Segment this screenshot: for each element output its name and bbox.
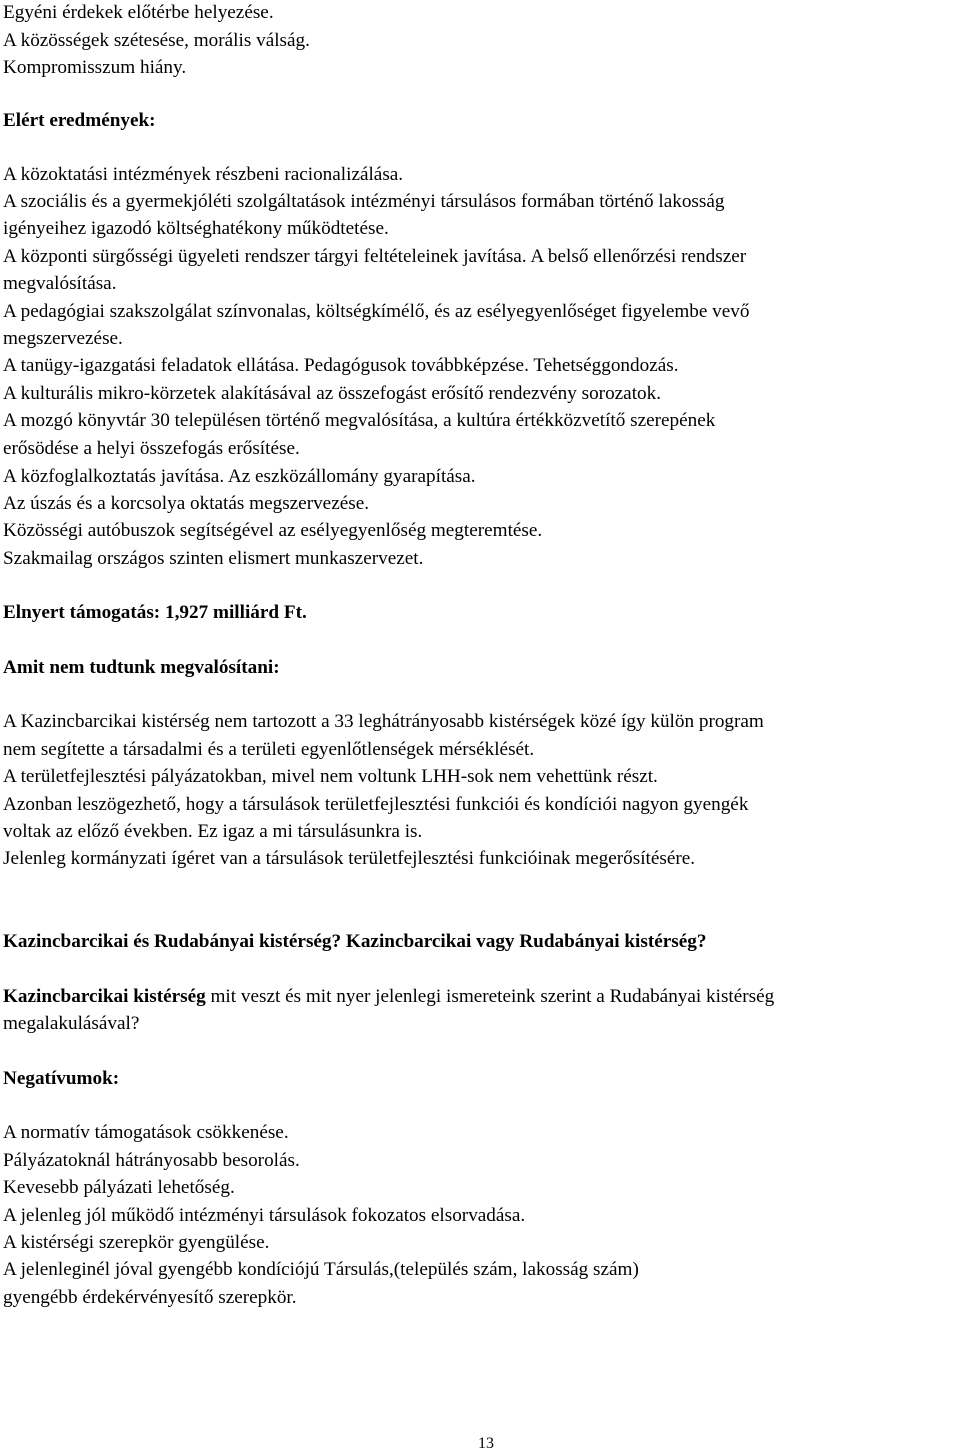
negatives-heading: Negatívumok: [3,1068,120,1089]
achievement-line: Szakmailag országos szinten elismert munkaszervezet. [3,548,424,569]
achievements-heading: Elért eredmények: [3,110,156,131]
intro-line-3: Kompromisszum hiány. [3,57,187,78]
negative-line: A kistérségi szerepkör gyengülése. [3,1232,270,1253]
achievement-line: megszervezése. [3,328,123,349]
achievement-line: A kulturális mikro-körzetek alakításával az összefogást erősítő rendezvény sorozatok. [3,383,662,404]
achievement-line: igényeihez igazodó költséghatékony működtetése. [3,218,389,239]
achievement-line: A szociális és a gyermekjóléti szolgáltatások intézményi társulásos formában történő lakosság [3,191,725,212]
not-achieved-line: nem segítette a társadalmi és a területi egyenlőtlenségek mérséklését. [3,739,535,760]
negative-line: gyengébb érdekérvényesítő szerepkör. [3,1287,297,1308]
not-achieved-heading: Amit nem tudtunk megvalósítani: [3,657,280,678]
intro-line-2: A közösségek szétesése, morális válság. [3,30,310,51]
page-number: 13 [478,1435,494,1452]
achievement-line: Közösségi autóbuszok segítségével az esélyegyenlőség megteremtése. [3,520,543,541]
question-bold-part: Kazincbarcikai kistérség [3,986,206,1007]
negative-line: Kevesebb pályázati lehetőség. [3,1177,235,1198]
not-achieved-line: Azonban leszögezhető, hogy a társulások területfejlesztési funkciói és kondíciói nagyon gyengék [3,794,749,815]
not-achieved-line: A Kazincbarcikai kistérség nem tartozott a 33 leghátrányosabb kistérségek közé így külön program [3,711,764,732]
question-line-1 [3,987,774,1006]
achievement-line: A központi sürgősségi ügyeleti rendszer tárgyi feltételeinek javítása. A belső ellenőrzési rendszer [3,246,747,267]
achievement-line: A tanügy-igazgatási feladatok ellátása. Pedagógusok továbbképzése. Tehetséggondozás. [3,355,679,376]
achievement-line: A közoktatási intézmények részbeni racionalizálása. [3,164,404,185]
question-rest: mit veszt és mit nyer jelenlegi ismereteink szerint a Rudabányai kistérség [205,986,775,1007]
negative-line: Pályázatoknál hátrányosabb besorolás. [3,1150,300,1171]
achievement-line: A pedagógiai szakszolgálat színvonalas, költségkímélő, és az esélyegyenlőséget figyelembe vevő [3,301,750,322]
negative-line: A normatív támogatások csökkenése. [3,1122,289,1143]
achievement-line: Az úszás és a korcsolya oktatás megszervezése. [3,493,370,514]
achievement-line: megvalósítása. [3,273,117,294]
question-heading: Kazincbarcikai és Rudabányai kistérség? Kazincbarcikai vagy Rudabányai kistérség? [3,931,707,952]
question-line-2: megalakulásával? [3,1013,140,1034]
achievement-line: A közfoglalkoztatás javítása. Az eszközállomány gyarapítása. [3,466,476,487]
negative-line: A jelenleg jól működő intézményi társulások fokozatos elsorvadása. [3,1205,526,1226]
intro-line-1: Egyéni érdekek előtérbe helyezése. [3,2,274,23]
grant-amount: Elnyert támogatás: 1,927 milliárd Ft. [3,602,307,623]
not-achieved-line: voltak az előző években. Ez igaz a mi társulásunkra is. [3,821,423,842]
not-achieved-line: A területfejlesztési pályázatokban, mivel nem voltunk LHH-sok nem vehettünk részt. [3,766,658,787]
achievement-line: A mozgó könyvtár 30 településen történő megvalósítása, a kultúra értékközvetítő szerepének [3,410,716,431]
achievement-line: erősödése a helyi összefogás erősítése. [3,438,300,459]
negative-line: A jelenleginél jóval gyengébb kondíciójú Társulás,(település szám, lakosság szám) [3,1259,639,1280]
not-achieved-line: Jelenleg kormányzati ígéret van a társulások területfejlesztési funkcióinak megerősítésére. [3,848,696,869]
